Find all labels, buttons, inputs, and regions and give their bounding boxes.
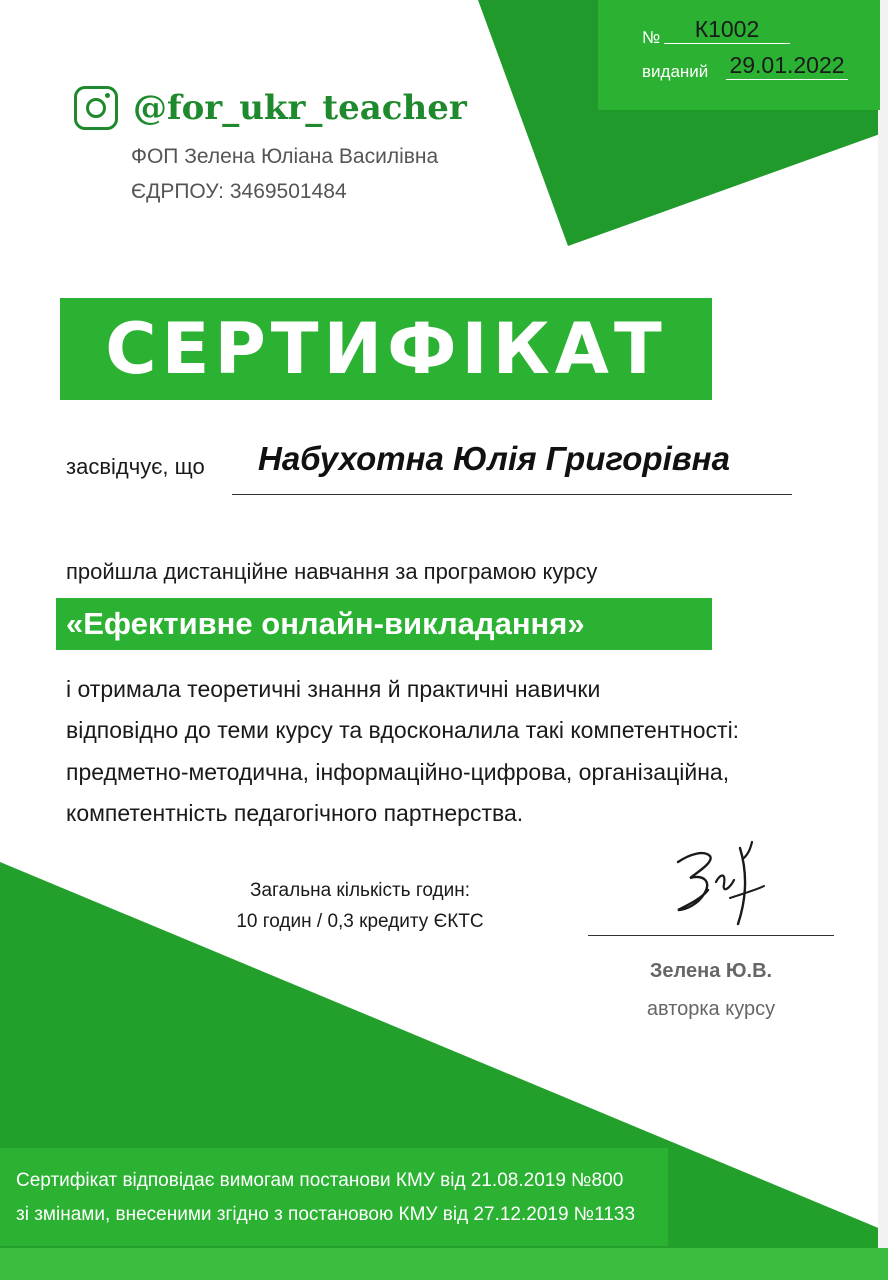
body-line-4: компетентність педагогічного партнерства.: [66, 800, 524, 826]
recipient-name: Набухотна Юлія Григорівна: [258, 440, 730, 477]
signature-line: [588, 935, 834, 936]
body-line-2: відповідно до теми курсу та вдосконалила такі компетентності:: [66, 717, 740, 743]
footer-line-2: зі змінами, внесеними згідно з постановою КМУ від 27.12.2019 №1133: [16, 1204, 636, 1225]
number-label: №: [642, 28, 661, 47]
completed-text: пройшла дистанційне навчання за програмою курсу: [66, 559, 598, 584]
certifies-label: засвідчує, що: [66, 454, 205, 479]
issued-date-row: [642, 52, 845, 82]
right-edge-strip: [878, 0, 888, 1248]
body-line-3: предметно-методична, інформаційно-цифрова, організаційна,: [66, 759, 730, 785]
instagram-handle: @for_ukr_teacher: [133, 88, 467, 128]
certificate-number-box: [598, 0, 880, 110]
footer-line-1: Сертифікат відповідає вимогам постанови КМУ від 21.08.2019 №800: [16, 1170, 624, 1191]
hours-value: 10 годин / 0,3 кредиту ЄКТС: [236, 911, 484, 932]
signer-name: Зелена Ю.В.: [649, 960, 773, 982]
course-banner: [56, 598, 712, 650]
issued-date: 29.01.2022: [726, 52, 848, 80]
certificate-number-row: [642, 16, 760, 48]
title-banner: [60, 298, 712, 400]
bottom-strip: [0, 1248, 888, 1280]
course-name: «Ефективне онлайн-викладання»: [66, 606, 585, 641]
issuer-edrpou: ЄДРПОУ: 3469501484: [131, 180, 347, 203]
certificate-title: СЕРТИФІКАТ: [105, 308, 667, 390]
hours-label: Загальна кількість годин:: [249, 880, 470, 901]
instagram-icon: [74, 86, 118, 130]
issuer-name: ФОП Зелена Юліана Василівна: [131, 145, 439, 168]
signer-role: авторка курсу: [646, 998, 776, 1020]
body-line-1: і отримала теоретичні знання й практичні навички: [66, 676, 601, 702]
certificate-number: К1002: [664, 16, 790, 44]
recipient-underline: [232, 494, 792, 495]
footer-box: [0, 1148, 668, 1246]
issued-label: виданий: [642, 62, 709, 81]
signature: [664, 838, 774, 930]
